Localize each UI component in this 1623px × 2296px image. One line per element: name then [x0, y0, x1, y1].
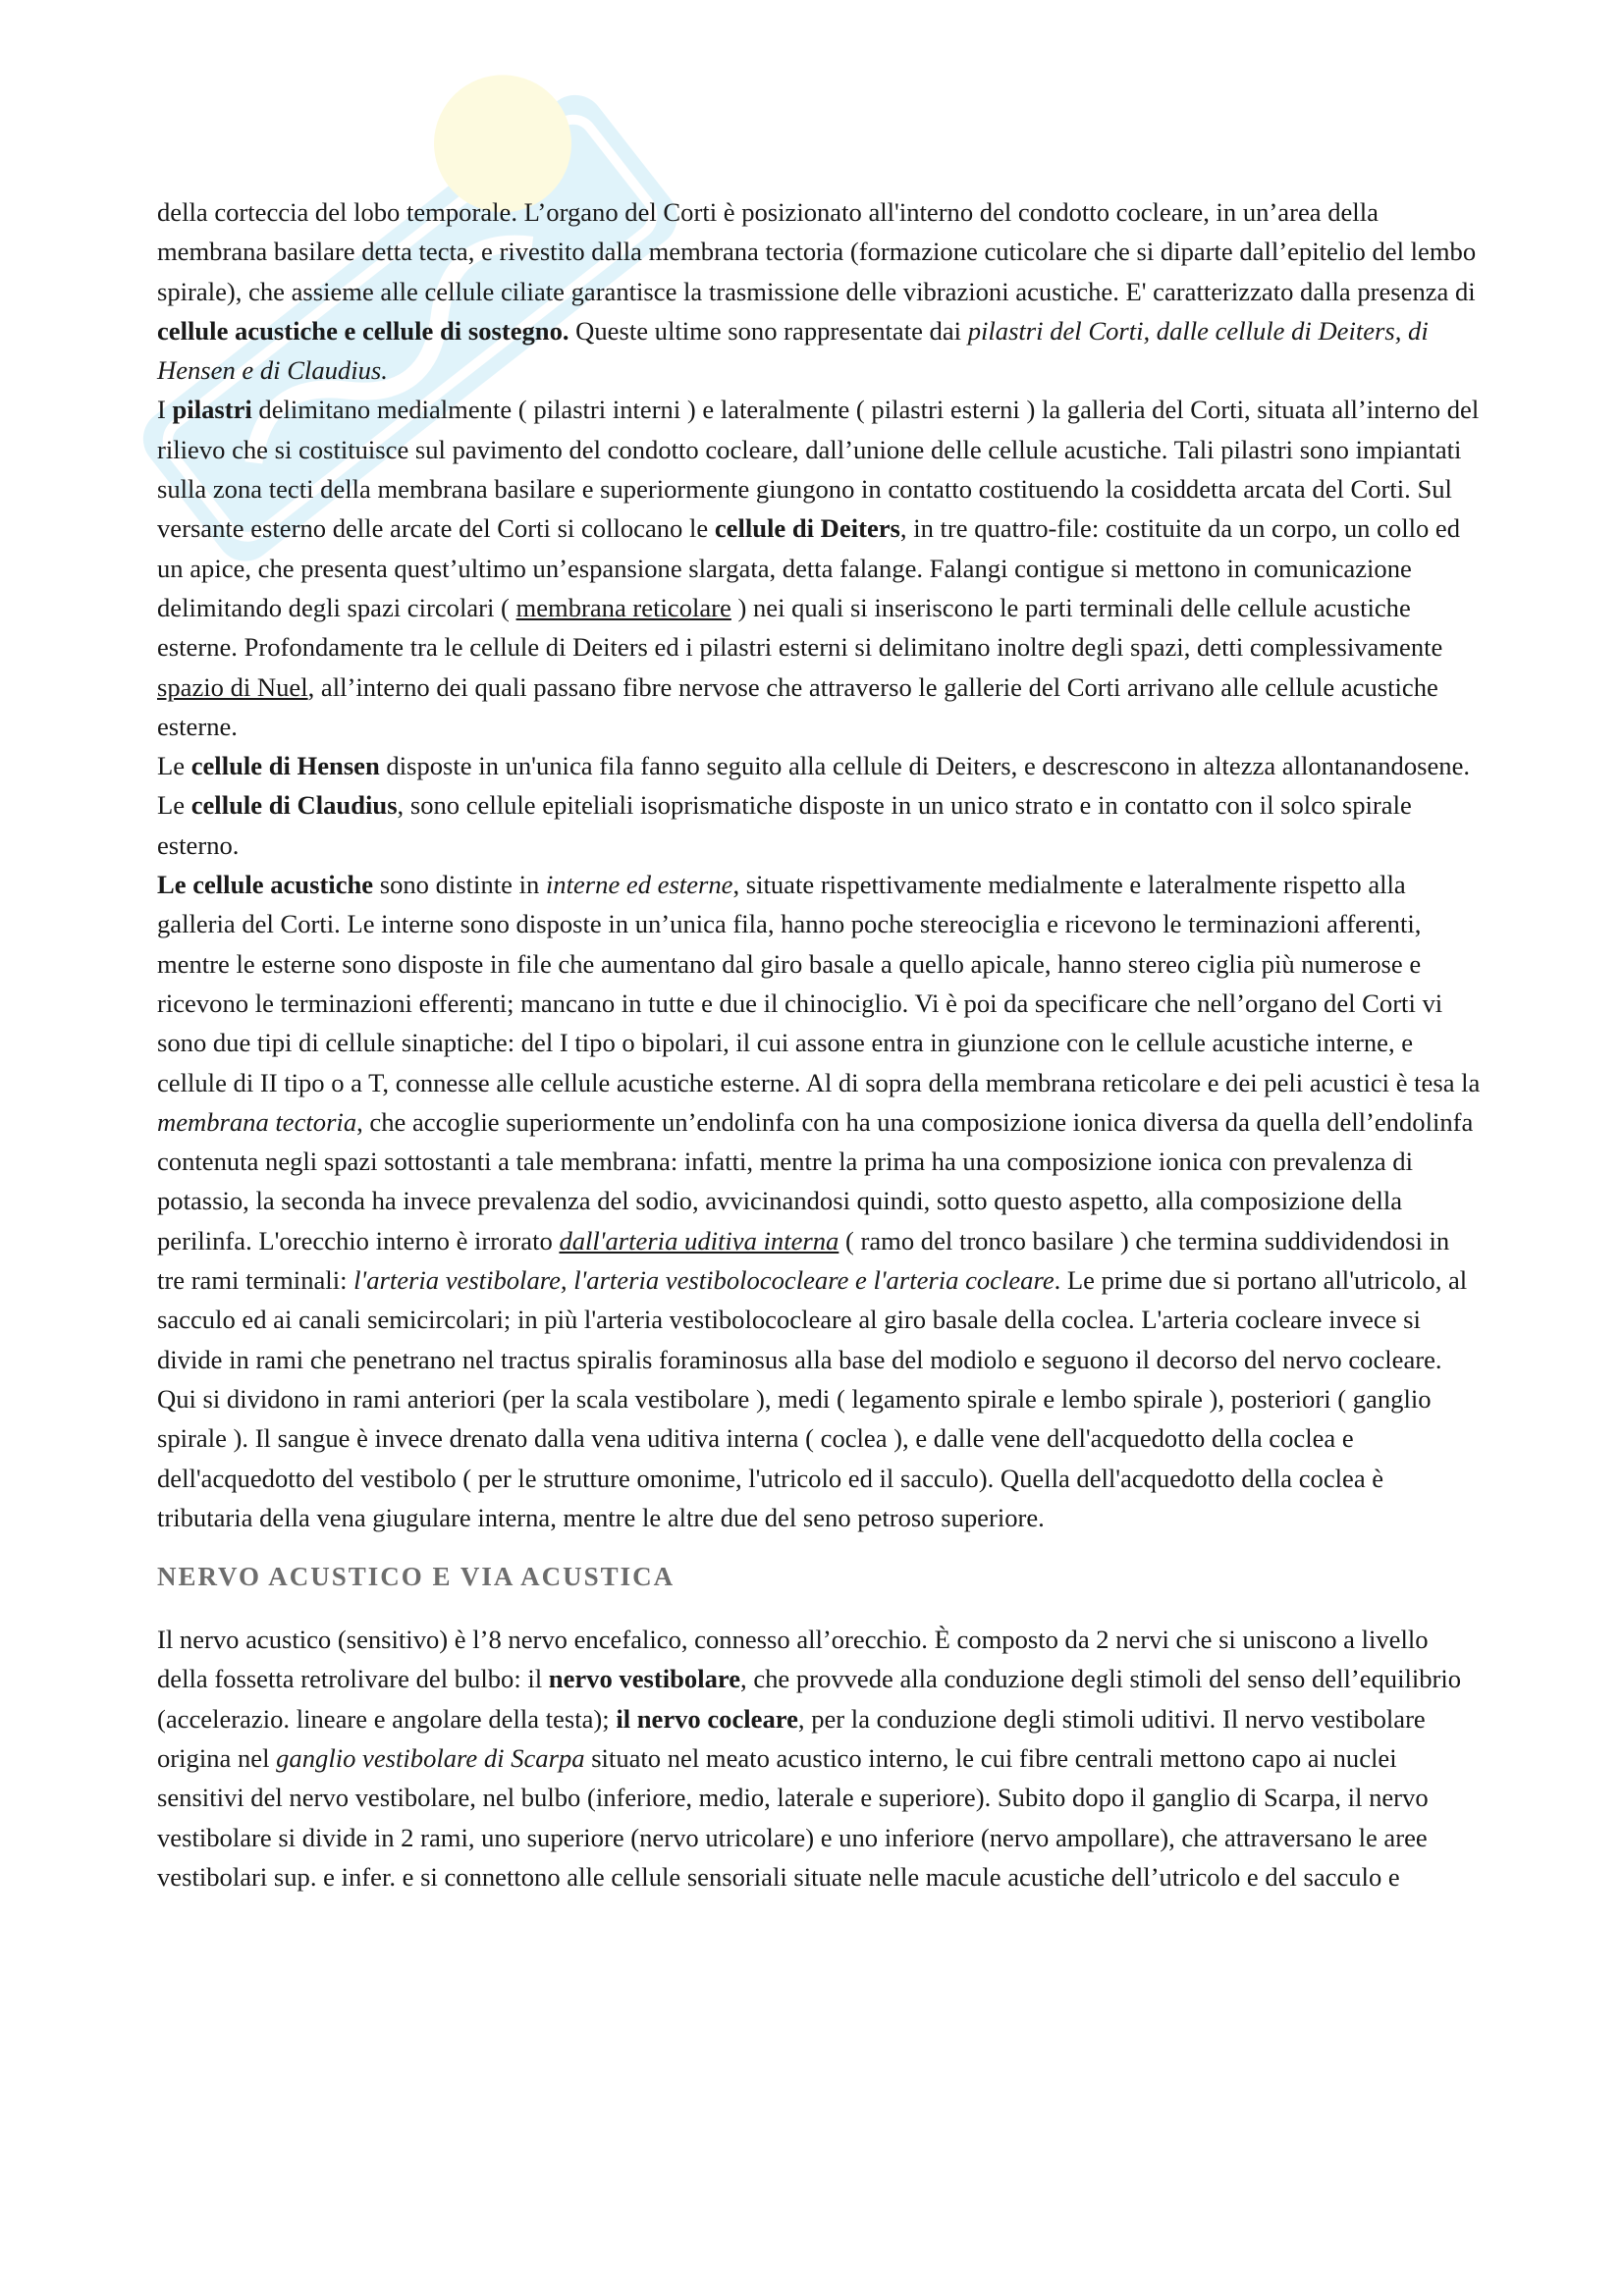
- bold-text: Le cellule acustiche: [157, 870, 374, 900]
- underlined-text: membrana reticolare: [515, 592, 731, 622]
- paragraph-cellule-acustiche: [157, 865, 1483, 1537]
- text: Le: [157, 790, 191, 821]
- text: della corteccia del lobo temporale. L’organo del Corti è posizionato all'interno del condotto cocleare, in un’area della membrana basilare detta tecta, e rivestito dalla membrana tectoria (formazione cuticolare che si diparte dall’epitelio del lembo spirale), che assieme alle cellule ciliate garantisce la trasmissione delle vibrazioni acustiche. E' caratterizzato dalla presenza di: [157, 197, 1477, 306]
- italic-underlined-text: dall'arteria uditiva interna: [559, 1225, 839, 1255]
- italic-text: interne ed esterne: [545, 870, 733, 900]
- text: , che provvede alla conduzione degli stimoli del senso dell’equilibrio (accelerazio. lineare e angolare della testa);: [157, 1664, 1462, 1734]
- bold-text: cellule di Hensen: [190, 751, 380, 781]
- bold-text: il nervo cocleare: [616, 1703, 798, 1734]
- bold-text: nervo vestibolare: [548, 1664, 741, 1694]
- text: , per la conduzione degli stimoli uditivi. Il nervo vestibolare origina nel: [157, 1703, 1426, 1773]
- text: . Le prime due si portano all'utricolo, al sacculo ed ai canali semicircolari; in più l'arteria vestibolococleare al giro basale della coclea. L'arteria cocleare invece si divide in rami che penetrano nel tractus spiralis foraminosus alla base del modiolo e seguono il decorso del nervo cocleare. Qui si dividono in rami anteriori (per la scala vestibolare ), medi ( legamento spirale e lembo spirale ), posteriori ( ganglio spirale ). Il sangue è invece drenato dalla vena uditiva interna ( coclea ), e dalle vene dell'acquedotto della coclea e dell'acquedotto del vestibolo ( per le strutture omonime, l'utricolo ed il sacculo). Quella dell'acquedotto della coclea è tributaria della vena giugulare interna, mentre le altre due del seno petroso superiore.: [157, 1265, 1468, 1532]
- paragraph-nervo-acustico: [157, 1620, 1483, 1896]
- bold-text: cellule di Deiters: [714, 513, 900, 544]
- paragraph-cellule-claudius: [157, 785, 1483, 865]
- bold-text: cellule di Claudius: [190, 790, 398, 821]
- italic-text: ganglio vestibolare di Scarpa: [276, 1742, 585, 1773]
- italic-text: membrana tectoria: [157, 1106, 357, 1137]
- text: ( ramo del tronco basilare ) che termina suddividendosi in tre rami terminali:: [157, 1225, 1450, 1296]
- text: , in tre quattro-file: costituite da un corpo, un collo ed un apice, che presenta quest’ultimo un’espansione slargata, detta falange. Falangi contigue si mettono in comunicazione delimitando degli spazi circolari (: [157, 513, 1461, 622]
- text: disposte in un'unica fila fanno seguito alla cellule di Deiters, e descrescono in altezza allontanandosene.: [379, 751, 1471, 781]
- text: Queste ultime sono rappresentate dai: [568, 315, 968, 346]
- bold-text: cellule acustiche e cellule di sostegno.: [157, 315, 569, 346]
- italic-text: pilastri del Corti, dalle cellule di Deiters, di Hensen e di Claudius.: [157, 315, 1429, 386]
- paragraph-cellule-hensen: [157, 746, 1483, 785]
- italic-text: l'arteria vestibolare, l'arteria vestibolococleare e l'arteria cocleare: [353, 1265, 1055, 1296]
- document-page: [157, 192, 1483, 1896]
- bold-text: pilastri: [172, 395, 252, 425]
- section-heading: NERVO ACUSTICO E VIA ACUSTICA: [157, 1562, 676, 1592]
- underlined-text: spazio di Nuel: [157, 671, 308, 702]
- paragraph-organo-del-corti: [157, 192, 1483, 390]
- text: Le: [157, 751, 191, 781]
- paragraph-pilastri: [157, 390, 1483, 746]
- text: , all’interno dei quali passano fibre nervose che attraverso le gallerie del Corti arrivano alle cellule acustiche esterne.: [157, 671, 1438, 741]
- text: , sono cellule epiteliali isoprismatiche disposte in un unico strato e in contatto con il solco spirale esterno.: [157, 790, 1412, 860]
- text: ) nei quali si inseriscono le parti terminali delle cellule acustiche esterne. Profondamente tra le cellule di Deiters ed i pilastri esterni si delimitano inoltre degli spazi, detti complessivamente: [157, 592, 1443, 663]
- text: situato nel meato acustico interno, le cui fibre centrali mettono capo ai nuclei sensitivi del nervo vestibolare, nel bulbo (inferiore, medio, laterale e superiore). Subito dopo il ganglio di Scarpa, il nervo vestibolare si divide in 2 rami, uno superiore (nervo utricolare) e uno inferiore (nervo ampollare), che attraversano le aree vestibolari sup. e infer. e si connettono alle cellule sensoriali situate nelle macule acustiche dell’utricolo e del sacculo e: [157, 1742, 1429, 1892]
- text: I: [157, 395, 173, 425]
- text: Il nervo acustico (sensitivo) è l’8 nervo encefalico, connesso all’orecchio. È composto da 2 nervi che si uniscono a livello della fossetta retrolivare del bulbo: il: [157, 1625, 1429, 1694]
- text: , che accoglie superiormente un’endolinfa con ha una composizione ionica diversa da quella dell’endolinfa contenuta negli spazi sottostanti a tale membrana: infatti, mentre la prima ha una composizione ionica con prevalenza di potassio, la seconda ha invece prevalenza del sodio, avvicinandosi quindi, sotto questo aspetto, alla composizione della perilinfa. L'orecchio interno è irrorato: [157, 1106, 1474, 1255]
- text: sono distinte in: [373, 870, 546, 900]
- text: , situate rispettivamente medialmente e lateralmente rispetto alla galleria del Corti. Le interne sono disposte in un’unica fila, hanno poche stereociglia e ricevono le terminazioni afferenti, mentre le esterne sono disposte in file che aumentano dal giro basale a quello apicale, hanno stereo ciglia più numerose e ricevono le terminazioni efferenti; mancano in tutte e due il chinociglio. Vi è poi da specificare che nell’organo del Corti vi sono due tipi di cellule sinaptiche: del I tipo o bipolari, il cui assone entra in giunzione con le cellule acustiche interne, e cellule di II tipo o a T, connesse alle cellule acustiche esterne. Al di sopra della membrana reticolare e dei peli acustici è tesa la: [157, 870, 1481, 1097]
- text: delimitano medialmente ( pilastri interni ) e lateralmente ( pilastri esterni ) la galleria del Corti, situata all’interno del rilievo che si costituisce sul pavimento del condotto cocleare, dall’unione delle cellule acustiche. Tali pilastri sono impiantati sulla zona tecti della membrana basilare e superiormente giungono in contatto costituendo la cosiddetta arcata del Corti. Sul versante esterno delle arcate del Corti si collocano le: [157, 395, 1480, 544]
